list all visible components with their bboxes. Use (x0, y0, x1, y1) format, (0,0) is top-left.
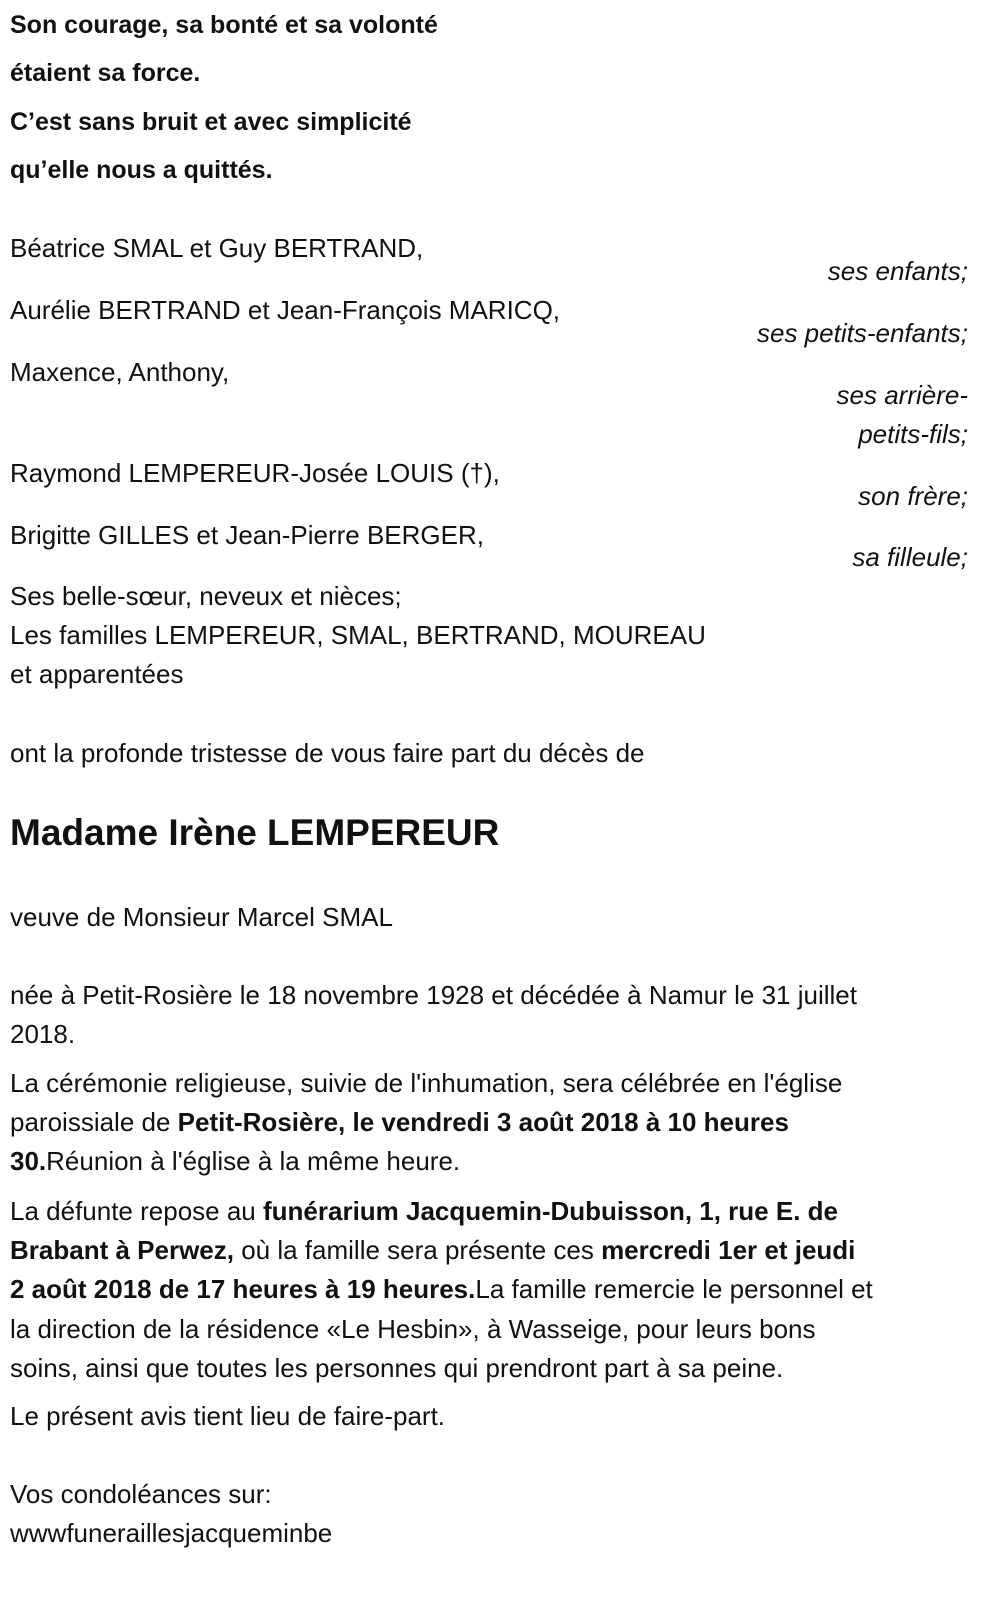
widow-of: veuve de Monsieur Marcel SMAL (10, 902, 393, 932)
family-relation: ses enfants; (827, 256, 968, 286)
funerarium-line (10, 1191, 838, 1231)
funerarium-line (10, 1230, 855, 1270)
funerarium-line (10, 1269, 873, 1309)
notice: Le présent avis tient lieu de faire-part. (10, 1401, 446, 1431)
deceased-name: Madame Irène LEMPEREUR (10, 812, 500, 853)
ceremony-details: Petit-Rosière, le vendredi 3 août 2018 à 10 heures (177, 1107, 789, 1137)
intro-line: étaient sa force. (10, 59, 201, 87)
ceremony-details: 30. (10, 1146, 47, 1176)
family-relation: ses petits-enfants; (757, 318, 968, 348)
others-line: Les familles LEMPEREUR, SMAL, BERTRAND, MOUREAU (10, 620, 706, 650)
funerarium-line: soins, ainsi que toutes les personnes qui prendront part à sa peine. (10, 1353, 784, 1383)
funerarium-address: Brabant à Perwez, (10, 1235, 234, 1265)
intro-line: C’est sans bruit et avec simplicité (10, 108, 412, 136)
family-relation: petits-fils; (858, 419, 968, 449)
visiting-dates: mercredi 1er et jeudi (601, 1235, 856, 1265)
family-names: Béatrice SMAL et Guy BERTRAND, (10, 233, 424, 263)
family-relation: sa filleule; (852, 542, 968, 572)
family-names: Maxence, Anthony, (10, 357, 230, 387)
birth-death-line: née à Petit-Rosière le 18 novembre 1928 et décédée à Namur le 31 juillet (10, 980, 857, 1010)
family-relation: ses arrière- (836, 380, 968, 410)
text: La défunte repose au (10, 1196, 263, 1226)
announcement: ont la profonde tristesse de vous faire part du décès de (10, 738, 645, 768)
birth-death-line: 2018. (10, 1019, 76, 1049)
text: Réunion à l'église à la même heure. (46, 1146, 461, 1176)
text: La famille remercie le personnel et (475, 1274, 873, 1304)
family-names: Aurélie BERTRAND et Jean-François MARICQ, (10, 295, 561, 325)
ceremony-line (10, 1102, 789, 1142)
funerarium-address: funérarium Jacquemin-Dubuisson, 1, rue E. de (262, 1196, 838, 1226)
visiting-hours: 2 août 2018 de 17 heures à 19 heures. (10, 1274, 476, 1304)
intro-line: qu’elle nous a quittés. (10, 156, 273, 184)
family-names: Raymond LEMPEREUR-Josée LOUIS (†), (10, 458, 500, 488)
condolences-label: Vos condoléances sur: (10, 1479, 272, 1509)
others-line: Ses belle-sœur, neveux et nièces; (10, 581, 402, 611)
funerarium-line: la direction de la résidence «Le Hesbin», à Wasseige, pour leurs bons (10, 1314, 816, 1344)
text: où la famille sera présente ces (233, 1235, 602, 1265)
others-line: et apparentées (10, 659, 184, 689)
family-relation: son frère; (858, 481, 968, 511)
family-names: Brigitte GILLES et Jean-Pierre BERGER, (10, 520, 484, 550)
text: paroissiale de (10, 1107, 178, 1137)
ceremony-line (10, 1141, 460, 1181)
intro-line: Son courage, sa bonté et sa volonté (10, 11, 438, 39)
condolences-url[interactable]: wwwfuneraillesjacqueminbe (10, 1518, 333, 1548)
ceremony-line: La cérémonie religieuse, suivie de l'inhumation, sera célébrée en l'église (10, 1068, 843, 1098)
